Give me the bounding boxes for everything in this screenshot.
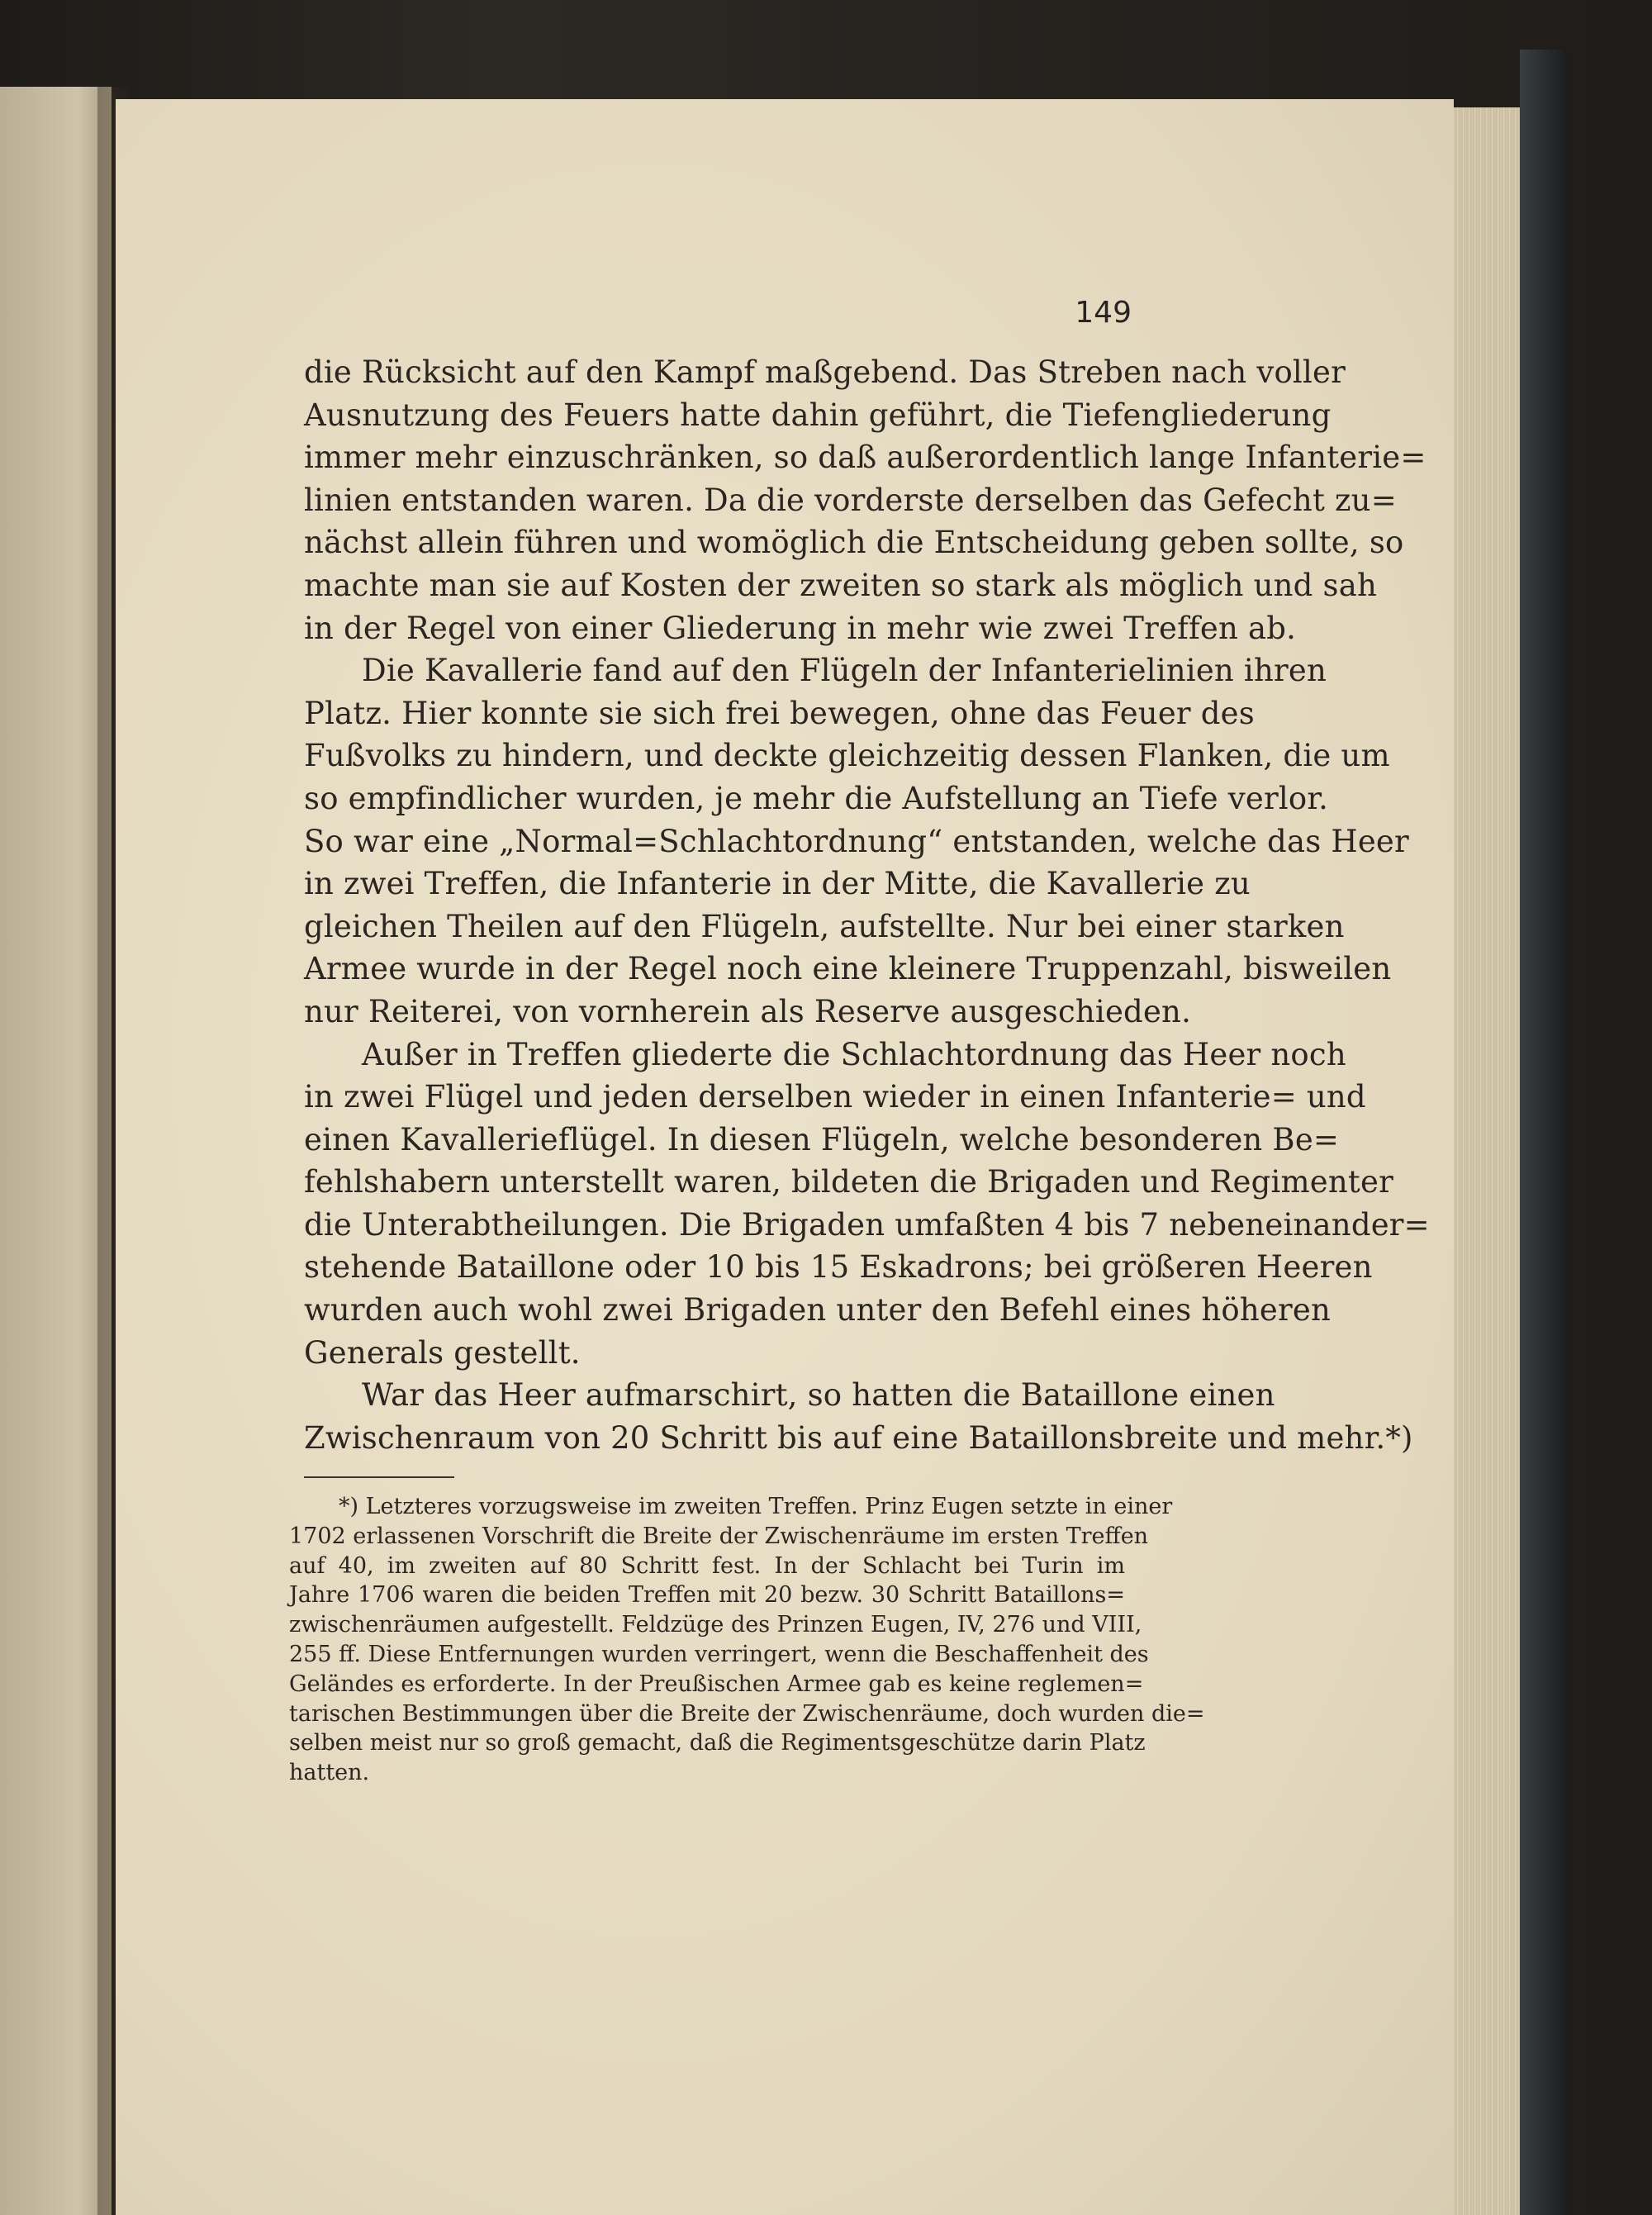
footnote-line: Jahre 1706 waren die beiden Treffen mit 20 bezw. 30 Schritt Bataillons= bbox=[289, 1582, 1125, 1609]
text-line: Zwischenraum von 20 Schritt bis auf eine Bataillonsbreite und mehr.*) bbox=[304, 1419, 1413, 1456]
page-block-edge bbox=[1454, 107, 1520, 2215]
text-line: Fußvolks zu hindern, und deckte gleichzeitig dessen Flanken, die um bbox=[304, 738, 1390, 774]
footnote-line: zwischenräumen aufgestellt. Feldzüge des Prinzen Eugen, IV, 276 und VIII, bbox=[289, 1612, 1142, 1638]
text-line: Platz. Hier konnte sie sich frei bewegen, ohne das Feuer des bbox=[304, 695, 1255, 731]
text-line: immer mehr einzuschränken, so daß außerordentlich lange Infanterie= bbox=[304, 440, 1427, 476]
footnote-line: auf 40, im zweiten auf 80 Schritt fest. In der Schlacht bei Turin im bbox=[289, 1552, 1125, 1579]
text-line: So war eine „Normal=Schlachtordnung“ entstanden, welche das Heer bbox=[304, 823, 1409, 859]
footnote-line: tarischen Bestimmungen über die Breite der Zwischenräume, doch wurden die= bbox=[289, 1700, 1205, 1727]
text-line: Generals gestellt. bbox=[304, 1334, 581, 1371]
text-line: stehende Bataillone oder 10 bis 15 Eskadrons; bei größeren Heeren bbox=[304, 1249, 1373, 1286]
text-line: gleichen Theilen auf den Flügeln, aufstellte. Nur bei einer starken bbox=[304, 908, 1345, 944]
footnote-line: Geländes es erforderte. In der Preußischen Armee gab es keine reglemen= bbox=[289, 1671, 1144, 1697]
text-line: Außer in Treffen gliederte die Schlachtordnung das Heer noch bbox=[362, 1036, 1346, 1072]
text-line: so empfindlicher wurden, je mehr die Aufstellung an Tiefe verlor. bbox=[304, 780, 1329, 816]
text-line: einen Kavallerieflügel. In diesen Flügeln, welche besonderen Be= bbox=[304, 1121, 1340, 1157]
text-line: in zwei Flügel und jeden derselben wieder in einen Infanterie= und bbox=[304, 1079, 1366, 1115]
body-text bbox=[304, 351, 1430, 1459]
book-cover-edge bbox=[1520, 50, 1569, 2215]
text-line: Ausnutzung des Feuers hatte dahin geführt, die Tiefengliederung bbox=[304, 397, 1332, 433]
text-line: die Rücksicht auf den Kampf maßgebend. Das Streben nach voller bbox=[304, 354, 1346, 390]
left-page-edge bbox=[0, 87, 112, 2215]
text-line: nur Reiterei, von vornherein als Reserve ausgeschieden. bbox=[304, 993, 1192, 1029]
text-line: nächst allein führen und womöglich die Entscheidung geben sollte, so bbox=[304, 525, 1404, 561]
footnote-line: selben meist nur so groß gemacht, daß die Regimentsgeschütze darin Platz bbox=[289, 1730, 1146, 1756]
footnote-line: hatten. bbox=[289, 1760, 370, 1786]
text-line: die Unterabtheilungen. Die Brigaden umfaßten 4 bis 7 nebeneinander= bbox=[304, 1206, 1430, 1243]
footnote-line: 255 ff. Diese Entfernungen wurden verringert, wenn die Beschaffenheit des bbox=[289, 1641, 1149, 1667]
text-line: Die Kavallerie fand auf den Flügeln der Infanterielinien ihren bbox=[362, 653, 1327, 689]
text-line: War das Heer aufmarschirt, so hatten die Bataillone einen bbox=[362, 1377, 1275, 1414]
text-line: machte man sie auf Kosten der zweiten so stark als möglich und sah bbox=[304, 567, 1377, 603]
footnote-line: *) Letzteres vorzugsweise im zweiten Treffen. Prinz Eugen setzte in einer bbox=[339, 1494, 1173, 1519]
text-line: Armee wurde in der Regel noch eine kleinere Truppenzahl, bisweilen bbox=[304, 951, 1392, 987]
footnote bbox=[289, 1492, 1205, 1788]
text-line: fehlshabern unterstellt waren, bildeten die Brigaden und Regimenter bbox=[304, 1164, 1393, 1200]
text-line: in zwei Treffen, die Infanterie in der Mitte, die Kavallerie zu bbox=[304, 866, 1251, 902]
text-line: in der Regel von einer Gliederung in mehr wie zwei Treffen ab. bbox=[304, 610, 1297, 646]
page-number: 149 bbox=[1075, 296, 1132, 330]
text-line: wurden auch wohl zwei Brigaden unter den Befehl eines höheren bbox=[304, 1292, 1332, 1329]
text-line: linien entstanden waren. Da die vorderste derselben das Gefecht zu= bbox=[304, 482, 1397, 518]
footnote-divider bbox=[304, 1476, 454, 1478]
footnote-line: 1702 erlassenen Vorschrift die Breite der Zwischenräume im ersten Treffen bbox=[289, 1523, 1149, 1549]
